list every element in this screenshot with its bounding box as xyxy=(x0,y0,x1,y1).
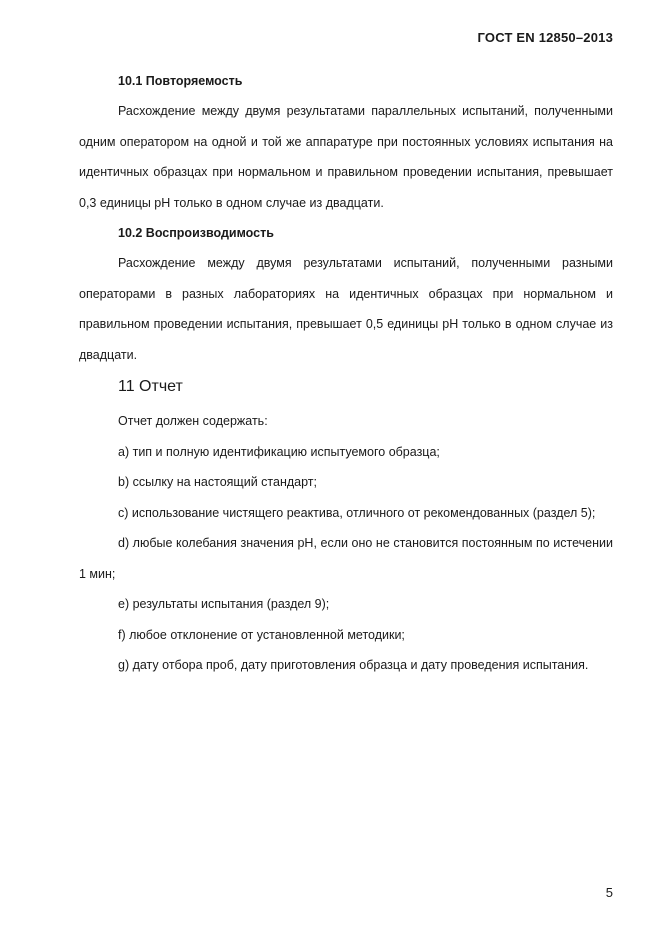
document-header: ГОСТ EN 12850–2013 xyxy=(477,30,613,45)
page-number: 5 xyxy=(605,885,613,900)
page-content xyxy=(79,66,613,681)
section-11-title: 11 Отчет xyxy=(118,378,183,395)
report-item-a: a) тип и полную идентификацию испытуемого образца; xyxy=(118,444,440,459)
report-item-b: b) ссылку на настоящий стандарт; xyxy=(118,475,317,489)
report-item-g: g) дату отбора проб, дату приготовления образца и дату проведения испытания. xyxy=(118,658,589,672)
section-10-1-title: 10.1 Повторяемость xyxy=(118,74,243,88)
section-10-2-title: 10.2 Воспроизводимость xyxy=(118,226,274,240)
section-10-2-text: Расхождение между двумя результатами испытаний, полученными разными операторами в разных лабораториях на идентичных образцах при нормальном и правильном проведении испытания, превышает 0,5 единицы pH только в одном случае из двадцати. xyxy=(79,256,613,362)
report-item-d: d) любые колебания значения pH, если оно не становится постоянным по истечении 1 мин; xyxy=(79,536,613,581)
report-item-e: e) результаты испытания (раздел 9); xyxy=(118,597,330,611)
section-10-1-text: Расхождение между двумя результатами параллельных испытаний, полученными одним оператором на одной и той же аппаратуре при постоянных условиях испытания на идентичных образцах при нормальном и правильном проведении испытания, превышает 0,3 единицы pH только в одном случае из двадцати. xyxy=(79,104,613,210)
report-item-c: c) использование чистящего реактива, отличного от рекомендованных (раздел 5); xyxy=(118,505,596,520)
report-intro: Отчет должен содержать: xyxy=(118,414,268,428)
report-item-f: f) любое отклонение от установленной методики; xyxy=(118,627,405,642)
